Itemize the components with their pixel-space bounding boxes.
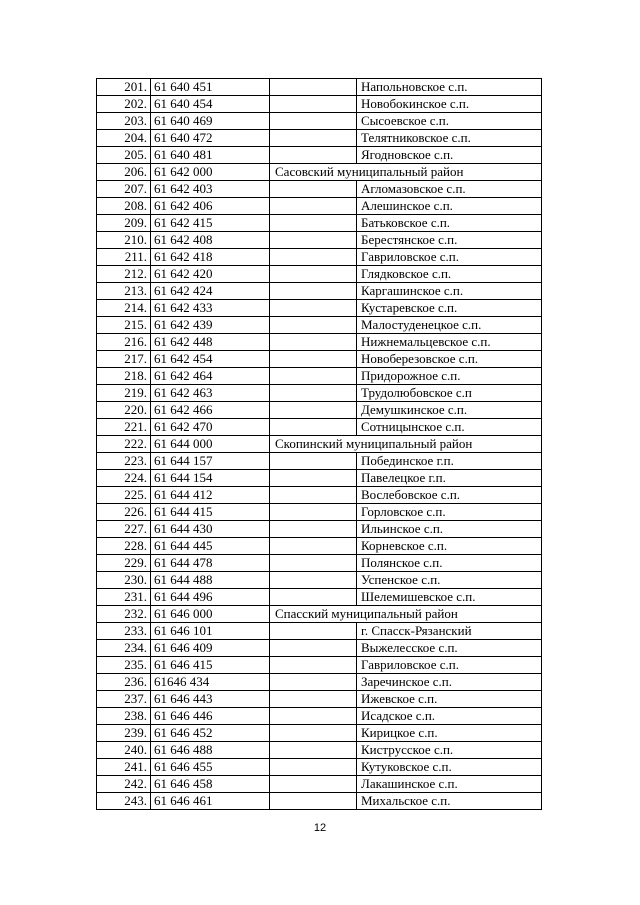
row-number: 223. [97,453,151,470]
empty-cell [270,793,357,810]
settlement-name: Заречинское с.п. [357,674,542,691]
empty-cell [270,283,357,300]
settlement-name: Полянское с.п. [357,555,542,572]
table-row [97,453,542,470]
empty-cell [270,691,357,708]
empty-cell [270,759,357,776]
settlement-name: Нижнемальцевское с.п. [357,334,542,351]
table-row [97,606,542,623]
oktmo-code: 61 642 466 [151,402,270,419]
oktmo-code: 61646 434 [151,674,270,691]
table-row [97,317,542,334]
table-row [97,385,542,402]
settlement-name: Алешинское с.п. [357,198,542,215]
empty-cell [270,113,357,130]
settlement-name: Глядковское с.п. [357,266,542,283]
oktmo-code: 61 642 448 [151,334,270,351]
table-row [97,283,542,300]
oktmo-code: 61 642 464 [151,368,270,385]
empty-cell [270,504,357,521]
table-row [97,436,542,453]
table-row [97,266,542,283]
oktmo-code: 61 644 415 [151,504,270,521]
table-row [97,555,542,572]
row-number: 234. [97,640,151,657]
row-number: 242. [97,776,151,793]
table-row [97,113,542,130]
row-number: 201. [97,79,151,96]
table-row [97,79,542,96]
empty-cell [270,674,357,691]
row-number: 212. [97,266,151,283]
settlement-name: Берестянское с.п. [357,232,542,249]
row-number: 222. [97,436,151,453]
settlement-name: Михальское с.п. [357,793,542,810]
row-number: 230. [97,572,151,589]
oktmo-code: 61 642 420 [151,266,270,283]
empty-cell [270,725,357,742]
row-number: 240. [97,742,151,759]
oktmo-code: 61 640 469 [151,113,270,130]
empty-cell [270,300,357,317]
settlement-name: Кирицкое с.п. [357,725,542,742]
settlement-name: Кутуковское с.п. [357,759,542,776]
oktmo-code: 61 642 424 [151,283,270,300]
empty-cell [270,351,357,368]
table-row [97,538,542,555]
table-row [97,572,542,589]
row-number: 205. [97,147,151,164]
oktmo-code: 61 642 454 [151,351,270,368]
oktmo-code: 61 644 412 [151,487,270,504]
table-row [97,181,542,198]
settlement-name: Побединское г.п. [357,453,542,470]
oktmo-code: 61 644 445 [151,538,270,555]
settlement-name: Вослебовское с.п. [357,487,542,504]
empty-cell [270,317,357,334]
table-row [97,130,542,147]
empty-cell [270,555,357,572]
settlement-name: Гавриловское с.п. [357,657,542,674]
row-number: 233. [97,623,151,640]
oktmo-code: 61 642 470 [151,419,270,436]
table-row [97,419,542,436]
table-row [97,589,542,606]
settlement-name: Агломазовское с.п. [357,181,542,198]
district-name: Спасский муниципальный район [270,606,542,623]
settlement-name: Гавриловское с.п. [357,249,542,266]
table-row [97,198,542,215]
table-row [97,776,542,793]
row-number: 243. [97,793,151,810]
row-number: 214. [97,300,151,317]
table-row [97,674,542,691]
oktmo-code: 61 646 488 [151,742,270,759]
row-number: 211. [97,249,151,266]
empty-cell [270,232,357,249]
oktmo-code: 61 640 472 [151,130,270,147]
row-number: 202. [97,96,151,113]
row-number: 213. [97,283,151,300]
oktmo-code: 61 646 461 [151,793,270,810]
table-row [97,147,542,164]
oktmo-code: 61 644 496 [151,589,270,606]
oktmo-code: 61 646 101 [151,623,270,640]
settlement-name: Придорожное с.п. [357,368,542,385]
empty-cell [270,368,357,385]
oktmo-code: 61 646 415 [151,657,270,674]
empty-cell [270,708,357,725]
empty-cell [270,470,357,487]
settlement-name: Демушкинское с.п. [357,402,542,419]
settlement-name: Корневское с.п. [357,538,542,555]
oktmo-code: 61 640 481 [151,147,270,164]
empty-cell [270,742,357,759]
table-row [97,470,542,487]
table-row [97,368,542,385]
table-row [97,351,542,368]
empty-cell [270,419,357,436]
row-number: 224. [97,470,151,487]
empty-cell [270,130,357,147]
settlement-name: г. Спасск-Рязанский [357,623,542,640]
table-body [97,79,542,810]
row-number: 239. [97,725,151,742]
row-number: 219. [97,385,151,402]
settlement-name: Шелемишевское с.п. [357,589,542,606]
row-number: 204. [97,130,151,147]
oktmo-code: 61 646 409 [151,640,270,657]
table-row [97,249,542,266]
empty-cell [270,147,357,164]
oktmo-code: 61 644 488 [151,572,270,589]
empty-cell [270,623,357,640]
oktmo-code: 61 642 418 [151,249,270,266]
oktmo-code: 61 642 433 [151,300,270,317]
table-row [97,402,542,419]
empty-cell [270,538,357,555]
empty-cell [270,521,357,538]
empty-cell [270,385,357,402]
oktmo-code: 61 646 443 [151,691,270,708]
oktmo-code: 61 642 439 [151,317,270,334]
oktmo-code: 61 642 403 [151,181,270,198]
empty-cell [270,249,357,266]
row-number: 226. [97,504,151,521]
row-number: 203. [97,113,151,130]
settlement-name: Кустаревское с.п. [357,300,542,317]
district-name: Сасовский муниципальный район [270,164,542,181]
row-number: 218. [97,368,151,385]
oktmo-code: 61 642 463 [151,385,270,402]
table-row [97,725,542,742]
row-number: 228. [97,538,151,555]
row-number: 238. [97,708,151,725]
empty-cell [270,215,357,232]
settlement-name: Малостуденецкое с.п. [357,317,542,334]
row-number: 227. [97,521,151,538]
empty-cell [270,181,357,198]
settlement-name: Горловское с.п. [357,504,542,521]
row-number: 225. [97,487,151,504]
empty-cell [270,589,357,606]
settlement-name: Новобокинское с.п. [357,96,542,113]
settlement-name: Выжелесское с.п. [357,640,542,657]
oktmo-code: 61 644 157 [151,453,270,470]
row-number: 210. [97,232,151,249]
empty-cell [270,79,357,96]
row-number: 232. [97,606,151,623]
oktmo-code: 61 646 458 [151,776,270,793]
table-row [97,623,542,640]
empty-cell [270,453,357,470]
oktmo-code: 61 644 430 [151,521,270,538]
table-row [97,742,542,759]
row-number: 209. [97,215,151,232]
settlement-name: Исадское с.п. [357,708,542,725]
empty-cell [270,487,357,504]
table-row [97,487,542,504]
oktmo-code: 61 644 000 [151,436,270,453]
table-row [97,96,542,113]
row-number: 217. [97,351,151,368]
row-number: 241. [97,759,151,776]
row-number: 229. [97,555,151,572]
table-row [97,521,542,538]
empty-cell [270,402,357,419]
settlement-name: Сотницынское с.п. [357,419,542,436]
table-row [97,334,542,351]
row-number: 237. [97,691,151,708]
settlement-name: Ягодновское с.п. [357,147,542,164]
row-number: 208. [97,198,151,215]
settlement-name: Напольновское с.п. [357,79,542,96]
table-row [97,793,542,810]
oktmo-code: 61 644 478 [151,555,270,572]
empty-cell [270,198,357,215]
table-row [97,691,542,708]
table-row [97,164,542,181]
settlement-name: Лакашинское с.п. [357,776,542,793]
row-number: 236. [97,674,151,691]
settlement-name: Киструсское с.п. [357,742,542,759]
settlement-name: Трудолюбовское с.п [357,385,542,402]
settlement-name: Ижевское с.п. [357,691,542,708]
oktmo-code: 61 642 000 [151,164,270,181]
table-row [97,232,542,249]
oktmo-code: 61 646 000 [151,606,270,623]
table-row [97,300,542,317]
settlement-name: Ильинское с.п. [357,521,542,538]
oktmo-code: 61 642 408 [151,232,270,249]
empty-cell [270,266,357,283]
table-row [97,708,542,725]
row-number: 207. [97,181,151,198]
row-number: 231. [97,589,151,606]
oktmo-code: 61 646 455 [151,759,270,776]
district-name: Скопинский муниципальный район [270,436,542,453]
settlement-name: Павелецкое г.п. [357,470,542,487]
table-row [97,504,542,521]
table-row [97,657,542,674]
settlement-name: Каргашинское с.п. [357,283,542,300]
row-number: 216. [97,334,151,351]
oktmo-code: 61 642 406 [151,198,270,215]
oktmo-code: 61 646 452 [151,725,270,742]
row-number: 206. [97,164,151,181]
row-number: 221. [97,419,151,436]
empty-cell [270,334,357,351]
row-number: 235. [97,657,151,674]
oktmo-code: 61 640 451 [151,79,270,96]
table-row [97,215,542,232]
empty-cell [270,657,357,674]
empty-cell [270,572,357,589]
empty-cell [270,776,357,793]
oktmo-code: 61 644 154 [151,470,270,487]
settlement-name: Батьковское с.п. [357,215,542,232]
oktmo-code: 61 642 415 [151,215,270,232]
settlement-name: Новоберезовское с.п. [357,351,542,368]
row-number: 215. [97,317,151,334]
settlement-name: Успенское с.п. [357,572,542,589]
oktmo-code: 61 646 446 [151,708,270,725]
table-row [97,759,542,776]
settlement-name: Телятниковское с.п. [357,130,542,147]
table-row [97,640,542,657]
settlement-name: Сысоевское с.п. [357,113,542,130]
empty-cell [270,640,357,657]
page-number: 12 [313,822,327,834]
row-number: 220. [97,402,151,419]
empty-cell [270,96,357,113]
municipalities-table [96,78,542,810]
oktmo-code: 61 640 454 [151,96,270,113]
